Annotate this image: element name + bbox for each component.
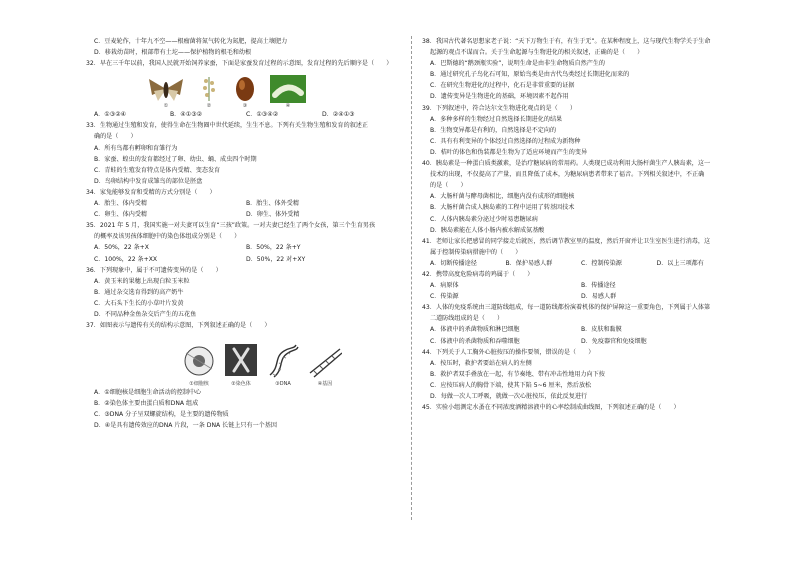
option-a[interactable]: A．黄玉米的果穗上出现白粒玉米粒 bbox=[94, 277, 190, 285]
figure-label: ① bbox=[163, 103, 169, 110]
question-40-stem-cont: 的是（ ） bbox=[430, 182, 467, 190]
option-d[interactable]: D．②④①③ bbox=[322, 111, 355, 119]
question-42-options bbox=[422, 280, 732, 291]
question-40-stem-cont: 技术的出现，不仅提高了产量，而且降低了成本，为糖尿病患者带来了福音。下列相关叙述中，不正确 bbox=[430, 171, 705, 179]
option-c[interactable]: C．③DNA 分子呈双螺旋结构，是主要的遗传物质 bbox=[94, 411, 229, 419]
option-b[interactable]: B．保护易感人群 bbox=[505, 259, 553, 267]
option-d[interactable]: D．每做一次人工呼吸，就做一次心脏按压，依此反复进行 bbox=[430, 393, 588, 400]
question-32-stem: 32．早在三千年以前，我国人民就开始饲养家蚕，下面是家蚕发育过程的示意图，发育过程的先后顺序是（ ） bbox=[86, 60, 393, 68]
dna-image bbox=[266, 343, 300, 387]
option-b[interactable]: B．皮肤和黏膜 bbox=[581, 326, 622, 334]
eggs-image bbox=[198, 75, 220, 109]
option-b[interactable]: B．通过研究孔子鸟化石可知，原始鸟类是由古代鸟类经过长期进化而来的 bbox=[430, 71, 630, 79]
option-b[interactable]: B．50%，22 条+Y bbox=[246, 244, 301, 252]
moth-image bbox=[146, 75, 186, 109]
question-43-stem: 43．人体的免疫系统由三道防线组成，每一道防线都扮演着机体的保护屏障这一重要角色，下列属于人体第 bbox=[422, 304, 711, 312]
question-33-stem: 33．生物通过生殖和发育，使得生命在生物圈中世代延续，生生不息。下列有关生物生殖和发育的叙述正 bbox=[86, 122, 368, 130]
option-a[interactable]: A．按压时，救护者要站在病人的左侧 bbox=[430, 359, 532, 367]
option-b[interactable]: B．传播途径 bbox=[581, 282, 616, 290]
option-d[interactable]: D．桔叶的体色和伪装都是生物为了适应环境而产生的变异 bbox=[430, 148, 588, 156]
question-43-stem-cont: 二道防线组成的是（ ） bbox=[430, 315, 504, 323]
question-41-stem: 41．老师让家长把感冒的同学接走后就医，然后调节教室里的温度，然后开窗并让卫生室医生进行消毒，这 bbox=[422, 237, 711, 245]
option-d[interactable]: D．50%，22 对+XY bbox=[246, 255, 306, 263]
question-41-stem-cont: 属于控制传染病措施中的（ ） bbox=[430, 248, 522, 256]
right-column bbox=[422, 36, 732, 413]
option-a[interactable]: A．病原体 bbox=[430, 282, 459, 290]
question-39-stem: 39．下列叙述中，符合达尔文生物进化观点的是（ ） bbox=[422, 104, 577, 112]
option-a[interactable]: A．体液中的杀菌物质和淋巴细胞 bbox=[430, 326, 520, 334]
option-d[interactable]: D．不同品种金鱼杂交后产生的五花鱼 bbox=[94, 310, 197, 318]
figure-caption: ②染色体 bbox=[231, 381, 251, 388]
option-c[interactable]: C．①③④② bbox=[246, 111, 279, 119]
option-c[interactable]: C．在研究生物进化的过程中，化石是非常重要的证据 bbox=[430, 82, 575, 90]
option-a[interactable]: A．巴斯德的“鹅颈瓶实验”，说明生命是由非生命物质自然产生的 bbox=[430, 60, 606, 68]
option-text: D．移栽幼苗时，根部带有土坨——保护植物的根毛和幼根 bbox=[94, 49, 252, 57]
chromosome-image bbox=[224, 343, 258, 387]
genetics-figure bbox=[86, 331, 398, 387]
question-35-stem-cont: 的概率及该男孩体细胞中的染色体组成分别是（ ） bbox=[94, 233, 241, 241]
question-34-stem: 34．家兔能够发育和受精的方式分别是（ ） bbox=[86, 188, 216, 196]
column-divider bbox=[411, 36, 412, 520]
figure-caption: ④基因 bbox=[317, 381, 333, 388]
option-b[interactable]: B．④①③② bbox=[170, 111, 203, 119]
question-34-options bbox=[86, 209, 398, 220]
option-d[interactable]: D．胰岛素能在人体小肠内被水解成氨基酸 bbox=[430, 226, 545, 234]
figure-caption: ③DNA bbox=[275, 381, 291, 388]
option-b[interactable]: B．家蚕、蝗虫的发育都经过了卵、幼虫、蛹、成虫四个时期 bbox=[94, 155, 257, 163]
larva-image bbox=[270, 75, 306, 109]
option-c[interactable]: C．传染源 bbox=[430, 293, 459, 301]
figure-label: ④ bbox=[285, 103, 291, 110]
question-38-stem: 38．我国古代著名思想家老子说：“天下万物生于有，有生于无”。在某种程度上，这与现代生物学关于生命 bbox=[422, 38, 711, 45]
question-44-stem: 44．下列关于人工胸外心脏按压的操作要领，错误的是（ ） bbox=[422, 348, 595, 356]
option-d[interactable]: D．卵生、体外受精 bbox=[246, 211, 300, 219]
option-d[interactable]: D．以上三项都有 bbox=[656, 259, 704, 267]
option-d[interactable]: D．遗传变异是生物进化的基础，环境因素不起作用 bbox=[430, 93, 569, 101]
question-45-stem: 45．实验小组测定水蚤在不同浓度酒精溶液中的心率绘制成曲线图，下列叙述正确的是（ ） bbox=[422, 404, 680, 412]
option-d[interactable]: D．鸟卵结构中发育成雏鸟的部位是胚盘 bbox=[94, 177, 203, 185]
option-c[interactable]: C．大石头下生长的小草叶片发黄 bbox=[94, 299, 184, 307]
option-c[interactable]: C．具有有利变异的个体经过自然选择的过程成为新物种 bbox=[430, 137, 581, 145]
question-42-options bbox=[422, 291, 732, 302]
option-a[interactable]: A．大肠杆菌与酵母菌相比，细胞内没有成形的细胞核 bbox=[430, 193, 575, 201]
question-37-stem: 37．如图表示与遗传有关的结构示意图，下列叙述正确的是（ ） bbox=[86, 322, 271, 330]
figure-caption: ①细胞核 bbox=[189, 381, 209, 388]
option-a[interactable]: A．所有鸟都有孵卵和育雏行为 bbox=[94, 144, 178, 152]
question-43-options bbox=[422, 336, 732, 347]
pupa-image bbox=[232, 75, 258, 109]
option-b[interactable]: B．救护者双手叠放在一起，有节奏地、带有冲击性地用力向下按 bbox=[430, 370, 605, 378]
option-b[interactable]: B．生物变异都是有利的，自然选择是不定向的 bbox=[430, 126, 557, 134]
question-36-stem: 36．下列现象中，属于不可遗传变异的是（ ） bbox=[86, 266, 222, 274]
left-column bbox=[86, 36, 398, 432]
option-c[interactable]: C．人体内胰岛素分泌过少时易患糖尿病 bbox=[430, 215, 538, 223]
question-32-options bbox=[86, 109, 398, 120]
silkworm-figure bbox=[86, 69, 398, 109]
question-33-stem-cont: 确的是（ ） bbox=[94, 133, 137, 141]
option-a[interactable]: A．①细胞核是细胞生命活动的控制中心 bbox=[94, 389, 202, 397]
nucleus-image bbox=[182, 343, 216, 387]
question-42-stem: 42．携带高度危险病毒的鸡属于（ ） bbox=[422, 270, 534, 278]
question-43-options bbox=[422, 324, 732, 335]
option-c[interactable]: C．应按压病人的胸骨下端，使其下陷 5~6 厘米，然后放松 bbox=[430, 381, 592, 389]
option-a[interactable]: A．切断传播途径 bbox=[430, 259, 477, 267]
figure-label: ③ bbox=[242, 103, 248, 110]
question-35-options bbox=[86, 242, 398, 253]
option-a[interactable]: A．多种多样的生物经过自然选择长期进化的结果 bbox=[430, 115, 563, 123]
gene-image bbox=[308, 343, 342, 387]
option-a[interactable]: A．50%，22 条+X bbox=[94, 244, 149, 252]
option-b[interactable]: B．通过杂交选育得到的高产奶牛 bbox=[94, 288, 184, 296]
question-38-stem-cont: 起源的观点不谋而合。关于生命起源与生物进化的相关叙述，正确的是（ ） bbox=[430, 49, 644, 57]
option-b[interactable]: B．②染色体主要由蛋白质和DNA 组成 bbox=[94, 400, 199, 408]
option-a[interactable]: A．胎生、体内受精 bbox=[94, 200, 147, 208]
question-40-stem: 40．胰岛素是一种蛋白质类激素，是治疗糖尿病的常用药。人类现已成功利用大肠杆菌生产人胰岛素，这一 bbox=[422, 160, 711, 168]
option-c[interactable]: C．青蛙的生殖发育特点是体内受精、变态发育 bbox=[94, 166, 221, 174]
question-41-options bbox=[422, 258, 732, 269]
option-b[interactable]: B．大肠杆菌合成人胰岛素的工程中运用了转基因技术 bbox=[430, 204, 575, 212]
option-c[interactable]: C．卵生、体内受精 bbox=[94, 211, 148, 219]
option-c[interactable]: C．100%，22 条+XX bbox=[94, 255, 158, 263]
option-c[interactable]: C．体液中的杀菌物质和吞噬细胞 bbox=[430, 337, 520, 345]
option-d[interactable]: D．免疫器官和免疫细胞 bbox=[581, 337, 647, 345]
option-a[interactable]: A．①③②④ bbox=[94, 111, 127, 119]
option-c[interactable]: C．控制传染源 bbox=[581, 259, 622, 267]
question-35-stem: 35．2021 年 5 月，我国实施一对夫妻可以生育“三孩”政策。一对夫妻已经生了两个女孩，第三个生育男孩 bbox=[86, 222, 376, 230]
option-b[interactable]: B．胎生、体外受精 bbox=[246, 200, 299, 208]
question-35-options bbox=[86, 254, 398, 265]
option-d[interactable]: D．易感人群 bbox=[581, 293, 617, 301]
figure-label: ② bbox=[206, 103, 212, 110]
question-34-options bbox=[86, 198, 398, 209]
option-text: C．豆麦轮作，十年九不空——根瘤菌将氮气转化为氮肥，提高土壤肥力 bbox=[94, 38, 288, 45]
option-d[interactable]: D．④是具有遗传效应的DNA 片段，一条 DNA 长链上只有一个基因 bbox=[94, 422, 277, 430]
